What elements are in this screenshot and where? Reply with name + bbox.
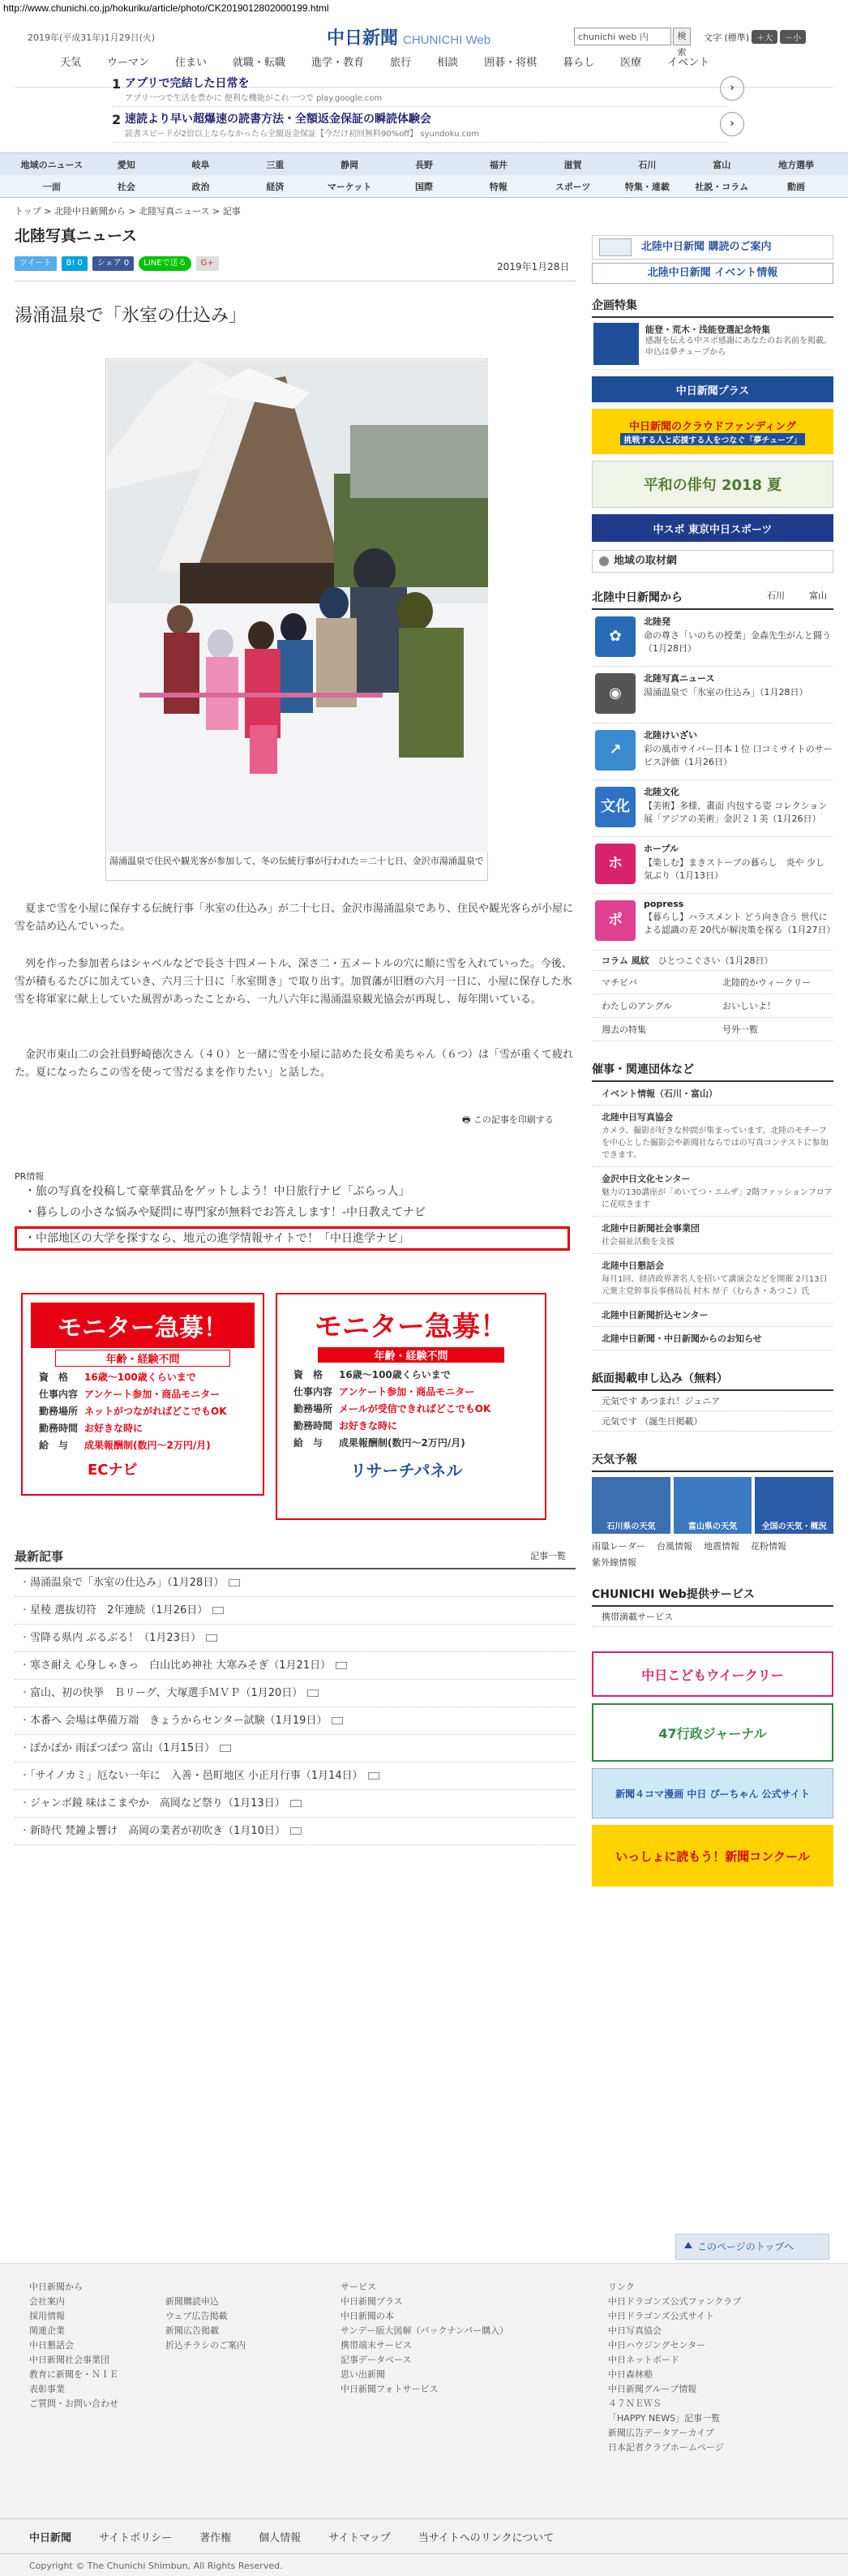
latest-article-item[interactable] xyxy=(15,1680,576,1707)
news-category[interactable]: 北陸写真ニュース xyxy=(644,673,715,684)
footer-link[interactable]: 中日ドラゴンズ公式ファンクラブ xyxy=(608,2296,742,2307)
latest-heading: 最新記事 記事一覧 xyxy=(15,1548,576,1569)
kikaku-item[interactable]: 能登・荒木・浅能登選記念特集 感謝を伝える中スポ感謝にあなたのお名前を掲載。申込は夢チューブから xyxy=(592,318,833,370)
saisai-desc: カメラ、撮影が好きな仲間が集まっています。北陸のモチーフを中心とした撮影会や新聞社ならではの写真コンテストに参加できます。 xyxy=(602,1127,829,1160)
side-link[interactable]: 北陸的かウィークリー xyxy=(722,977,812,988)
tab-toyama[interactable]: 富山 xyxy=(809,590,827,601)
nav-item[interactable]: 進学・教育 xyxy=(311,57,365,69)
footer-link[interactable]: ウェブ広告掲載 xyxy=(165,2311,228,2321)
side-news-item[interactable] xyxy=(592,723,833,780)
category-tab[interactable]: 一面 xyxy=(42,182,61,192)
region-tab[interactable]: 静岡 xyxy=(340,160,359,170)
article-link[interactable]: 寒さ耐え 心身しゃきっ 白山比め神社 大寒みそぎ（1月21日） xyxy=(30,1659,332,1672)
news-category-icon: ✿ xyxy=(595,616,636,657)
latest-article-item[interactable] xyxy=(15,1762,576,1790)
ad-block xyxy=(15,71,833,143)
saisai-item[interactable] xyxy=(592,1327,833,1350)
saisai-title[interactable]: 北陸中日新聞折込センター xyxy=(602,1310,709,1320)
ad-sub: 年齢・経験不問 xyxy=(318,1347,504,1363)
footer-link[interactable]: 日本記者クラブホームページ xyxy=(608,2442,724,2453)
page-top-button[interactable]: このページのトップへ xyxy=(675,2234,829,2260)
weather-label: 全国の天気・概況 xyxy=(761,1522,827,1531)
facebook-share-button[interactable]: シェア 0 xyxy=(92,256,134,271)
footer-link[interactable]: 新聞購読申込 xyxy=(165,2296,219,2307)
column-fuumon[interactable]: コラム 風紋 ひとつこぐさい（1月28日） xyxy=(592,951,833,971)
latest-article-item[interactable] xyxy=(15,1652,576,1680)
saisai-desc: 魅力の130講座が「めいてつ・エムザ」2階ファッションフロアに花咲きます xyxy=(602,1188,833,1209)
list-bullet-icon: ・ xyxy=(19,1632,31,1644)
side-link[interactable]: 週去の特集 xyxy=(602,1024,646,1035)
subscription-link[interactable]: 北陸中日新聞 購読のご案内 xyxy=(592,235,833,260)
footer-link[interactable]: 新聞広告掲載 xyxy=(165,2325,219,2336)
event-info-link[interactable]: 北陸中日新聞 イベント情報 xyxy=(592,263,833,284)
shimen-link[interactable]: 元気です （誕生日掲載） xyxy=(592,1411,833,1432)
footer-link[interactable]: 中日新聞プラス xyxy=(340,2296,403,2307)
list-bullet-icon: ・ xyxy=(19,1577,31,1589)
saisai-item[interactable] xyxy=(592,1106,833,1167)
article-link[interactable]: 星稜 選抜切符 2年連続（1月26日） xyxy=(30,1604,208,1616)
footer-bar-link[interactable]: 個人情報 xyxy=(259,2531,302,2544)
photo-icon xyxy=(290,1827,302,1835)
category-tab[interactable]: 政治 xyxy=(191,182,210,192)
saisai-title[interactable]: 金沢中日文化センター xyxy=(602,1174,691,1184)
ad-desc: 読書スピードが2倍以上ならなかったら全額返金保証【今だけ初回無料90%off】 syundoku.com xyxy=(125,130,480,139)
tweet-button[interactable]: ツイート xyxy=(15,256,57,271)
chevron-right-icon[interactable]: › xyxy=(720,112,744,136)
footer-link[interactable]: 「HAPPY NEWS」記事一覧 xyxy=(608,2413,721,2424)
pr-link[interactable]: ・旅の写真を投稿して豪華賞品をゲットしよう！中日旅行ナビ「ぶらっ人」 xyxy=(24,1185,410,1198)
article-paragraph: 夏まで雪を小屋に保存する伝統行事「氷室の仕込み」が二十七日、金沢市湯涌温泉であり、住民や観光客らが小屋に雪を詰め込んでいった。 xyxy=(15,903,574,933)
footer-bar-link[interactable]: サイトポリシー xyxy=(99,2531,173,2544)
latest-article-item[interactable] xyxy=(15,1625,576,1652)
latest-articles xyxy=(15,1548,576,1845)
side-link-row xyxy=(592,1018,833,1041)
latest-article-item[interactable] xyxy=(15,1569,576,1597)
ad-item[interactable] xyxy=(112,107,735,143)
news-category[interactable]: popress xyxy=(644,899,684,909)
article-link[interactable]: 新時代 梵鐘よ響け 高岡の業者が初吹き（1月10日） xyxy=(30,1825,285,1837)
article-headline: 湯涌温泉で「氷室の仕込み」 xyxy=(15,306,247,326)
list-bullet-icon: ・ xyxy=(19,1715,31,1727)
font-size-control xyxy=(704,30,806,44)
footer-link: リンク xyxy=(608,2282,635,2292)
tab-ishikawa[interactable]: 石川 xyxy=(767,590,785,601)
footer-link[interactable]: 中日ネットボード xyxy=(608,2355,679,2365)
footer-link[interactable]: 教育に新聞を・ＮＩＥ xyxy=(29,2369,118,2380)
article-paragraph: 列を作った参加者らはシャベルなどで長さ十四メートル、深さ二・五メートルの穴に順に雪を入れていった。今後、雪が積もるたびに加えていき、六月三十日に「氷室開き」で取り出す。加賀藩が旧暦の六月一日に、小屋に保存した氷雪を将軍家に献上していた風習があったことから、一九八六年に湯涌温泉観光協会が再現し、毎年開いている。 xyxy=(15,958,572,1006)
category-tab[interactable]: 経済 xyxy=(266,182,285,192)
article-paragraph: 金沢市東山二の会社員野崎徳次さん（４０）と一緒に雪を小屋に詰めた長女希美ちゃん（６つ）は「雪が重くて疲れた。夏になったらこの雪を使って雪だるまを作りたい」と話した。 xyxy=(15,1049,574,1079)
photo-icon xyxy=(307,1689,319,1697)
article-photo-frame xyxy=(105,358,488,881)
shimen-heading: 紙面掲載申し込み（無料） xyxy=(592,1367,833,1391)
footer-link[interactable]: 思い出新聞 xyxy=(340,2369,385,2380)
footer-bar-link[interactable]: 当サイトへのリンクについて xyxy=(418,2531,555,2544)
weather-tile[interactable] xyxy=(592,1477,670,1534)
nav-item[interactable]: 医療 xyxy=(620,57,642,69)
footer-bar-link[interactable]: サイトマップ xyxy=(328,2531,391,2544)
region-tab[interactable]: 地域のニュース xyxy=(20,160,84,170)
news-category[interactable]: 北陸けいざい xyxy=(644,730,697,741)
news-desc[interactable]: 彩の風市サイバー日本１位 口コミサイトのサービス評価（1月26日） xyxy=(644,744,833,767)
news-category[interactable]: ホープル xyxy=(644,844,679,854)
hatena-button[interactable]: B! 0 xyxy=(62,256,88,271)
photo-illustration xyxy=(107,360,488,852)
photo-icon xyxy=(212,1607,224,1614)
saisai-title[interactable]: 北陸中日写真協会 xyxy=(602,1112,673,1123)
article-link[interactable]: 雪降る県内 ぶるぶる！（1月23日） xyxy=(30,1632,201,1644)
url-bar: http://www.chunichi.co.jp/hokuriku/article/photo/CK2019012802000199.html xyxy=(3,2,329,14)
printer-icon: 🖶 xyxy=(462,1114,473,1125)
researchpanel-logo: リサーチパネル xyxy=(350,1461,463,1480)
nav-item[interactable]: 暮らし xyxy=(563,57,595,69)
nav-item[interactable]: 天気 xyxy=(60,57,82,69)
latest-article-item[interactable] xyxy=(15,1707,576,1735)
chunichi-plus-banner[interactable]: 中日新聞プラス xyxy=(592,376,833,402)
weather-label: 富山県の天気 xyxy=(688,1522,737,1531)
pichan-banner[interactable]: 新聞４コマ漫画 中日 ぴーちゃん 公式サイト xyxy=(592,1768,833,1818)
news-category-icon: ホ xyxy=(595,844,636,884)
ad-title: アプリで完結した日常を xyxy=(125,77,250,90)
pr-link[interactable]: ・中部地区の大学を探すなら、地元の進学情報サイトで！「中日進学ナビ」 xyxy=(24,1232,410,1245)
weather-link[interactable]: 雨量レーダー xyxy=(592,1541,645,1552)
share-bar xyxy=(15,256,219,271)
list-bullet-icon: ・ xyxy=(19,1797,31,1810)
breadcrumb: トップ > 北陸中日新聞から > 北陸写真ニュース > 記事 xyxy=(15,206,241,217)
monitor-ad-ecnavi[interactable] xyxy=(21,1293,264,1496)
footer-link[interactable]: 中日新聞グループ情報 xyxy=(608,2384,697,2394)
latest-article-item[interactable] xyxy=(15,1790,576,1818)
from-hokuriku-heading: 北陸中日新聞から 石川 富山 xyxy=(592,586,833,610)
saisai-title[interactable]: 北陸中日懇話会 xyxy=(602,1260,664,1271)
region-tab[interactable]: 愛知 xyxy=(117,160,135,170)
saisai-desc: 社会福祉活動を支援 xyxy=(602,1238,675,1247)
footer-link[interactable]: 採用情報 xyxy=(29,2311,65,2321)
category-tab[interactable]: 社会 xyxy=(117,182,135,192)
news-category[interactable]: 北陸発 xyxy=(644,616,670,627)
news-desc[interactable]: 【暮らし】ハラスメント どう向き合う 世代による認識の差 20代が解決策を探る（1月27日） xyxy=(644,912,836,935)
footer-link[interactable]: 中日ハウジングセンター xyxy=(608,2340,706,2351)
global-nav xyxy=(47,54,722,69)
tenki-heading: 天気予報 xyxy=(592,1448,833,1472)
ad-item[interactable] xyxy=(112,71,735,107)
side-link[interactable]: マチビバ xyxy=(602,977,637,988)
list-bullet-icon: ・ xyxy=(19,1770,31,1782)
shimen-link[interactable]: 元気です あつまれ！ジュニア xyxy=(592,1391,833,1411)
footer-link[interactable]: ご質問・お問い合わせ xyxy=(29,2398,118,2409)
footer xyxy=(0,2263,848,2576)
side-news-item[interactable] xyxy=(592,667,833,723)
list-bullet-icon: ・ xyxy=(19,1825,31,1837)
news-desc[interactable]: 【楽しむ】まきストーブの暮らし 炎や 少し 気ぶり（1月13日） xyxy=(644,857,824,881)
photo-caption: 湯涌温泉で住民や観光客が参加して、冬の伝統行事が行われた＝二十七日、金沢市湯涌温泉で xyxy=(109,856,484,866)
photo-icon xyxy=(336,1662,347,1669)
footer-link[interactable]: 表彰事業 xyxy=(29,2384,65,2394)
photo-icon xyxy=(229,1579,240,1586)
footer-link[interactable]: サンデー版大図解（バックナンバー購入） xyxy=(340,2325,509,2336)
article-link[interactable]: 富山、初の快挙 Ｂリーグ、大塚選手ＭＶＰ（1月20日） xyxy=(30,1687,303,1699)
category-tab[interactable]: 特報 xyxy=(489,182,508,192)
chuspo-banner[interactable]: 中スポ 東京中日スポーツ xyxy=(592,514,833,542)
photo-icon xyxy=(206,1634,217,1642)
ad-number: 1 xyxy=(112,76,122,92)
region-tab[interactable]: 三重 xyxy=(266,160,285,170)
news-category-icon: ↗ xyxy=(595,730,636,771)
saisai-heading: 催事・関連団体など xyxy=(592,1058,833,1082)
side-link-row xyxy=(592,994,833,1018)
newspaper-icon xyxy=(599,238,632,256)
category-tab[interactable]: スポーツ xyxy=(555,182,591,192)
article-link[interactable]: 「サイノカミ」厄ない一年に 入善・邑町地区 小正月行事（1月14日） xyxy=(30,1770,363,1782)
side-link[interactable]: おいしいよ！ xyxy=(722,1001,776,1011)
saisai-item[interactable] xyxy=(592,1303,833,1327)
article-link[interactable]: ぽかぽか 雨ぽつぽつ 富山（1月15日） xyxy=(30,1742,216,1754)
footer-link[interactable]: 中日新聞フォトサービス xyxy=(340,2384,439,2394)
saisai-item[interactable] xyxy=(592,1167,833,1217)
weather-tile[interactable] xyxy=(755,1477,833,1534)
font-small-button[interactable]: －小 xyxy=(780,30,806,44)
nav-item[interactable]: ウーマン xyxy=(107,57,150,69)
footer-link[interactable]: 折込チラシのご案内 xyxy=(165,2340,246,2351)
category-nav xyxy=(0,175,848,198)
nav-item[interactable]: 就職・転職 xyxy=(233,57,286,69)
region-tab[interactable]: 地方選挙 xyxy=(778,160,815,170)
weather-link[interactable]: 紫外線情報 xyxy=(592,1557,636,1568)
footer-link[interactable]: 関連企業 xyxy=(29,2325,65,2336)
footer-link[interactable]: 記事データベース xyxy=(340,2355,412,2365)
weather-label: 石川県の天気 xyxy=(606,1522,656,1531)
nav-item[interactable]: 相談 xyxy=(437,57,459,69)
photo-icon xyxy=(368,1772,379,1780)
latest-article-item[interactable] xyxy=(15,1735,576,1762)
side-link[interactable]: 号外一覧 xyxy=(722,1024,758,1035)
latest-article-item[interactable] xyxy=(15,1818,576,1845)
footer-link[interactable]: 中日懇話会 xyxy=(29,2340,74,2351)
article-list-link[interactable]: 記事一覧 xyxy=(530,1551,566,1561)
publish-date: 2019年1月28日 xyxy=(497,261,570,273)
side-news-item[interactable] xyxy=(592,894,836,951)
font-std-button[interactable]: (標準) xyxy=(724,32,750,43)
section-title: 北陸写真ニュース xyxy=(15,227,138,245)
weather-link[interactable]: 台風情報 xyxy=(657,1541,692,1552)
ad-desc: アプリ一つで生活を豊かに 便利な機能がこれ一つで play.google.com xyxy=(125,94,383,103)
ecnavi-logo: ECナビ xyxy=(88,1462,138,1479)
47gyosei-banner[interactable]: 47行政ジャーナル xyxy=(592,1703,833,1762)
ad-number: 2 xyxy=(112,112,122,127)
region-tab[interactable]: 岐阜 xyxy=(191,160,210,170)
ad-title: モニター急募！ xyxy=(31,1303,255,1348)
ad-table: 資 格 16歳～100歳くらいまで 仕事内容 アンケート参加・商品モニター 勤務場所 メールが受信できればどこでもOK 勤務時間 お好きな時に 給 与 成果報酬制(数円～2万円/月) xyxy=(293,1369,491,1449)
news-desc[interactable]: 【美術】多様、畫面 内包する姿 コレクション展「アジアの美術」金沢２１美（1月26日） xyxy=(644,801,828,824)
list-bullet-icon: ・ xyxy=(19,1687,31,1699)
logo-sub: CHUNICHI Web xyxy=(403,33,491,47)
region-tab[interactable]: 福井 xyxy=(489,160,508,170)
ad-title: 速読より早い超爆速の読書方法・全額返金保証の瞬読体験会 xyxy=(125,113,431,126)
category-tab[interactable]: 動画 xyxy=(787,182,806,192)
news-category-icon: ◉ xyxy=(595,673,636,714)
footer-link[interactable]: 中日新聞社会事業団 xyxy=(29,2355,109,2365)
news-category[interactable]: 北陸文化 xyxy=(644,787,679,797)
category-tab[interactable]: 社説・コラム xyxy=(695,182,749,192)
ad-sub: 年齢・経験不問 xyxy=(55,1350,230,1367)
footer-link: 中日新聞から xyxy=(29,2282,83,2292)
sidebar xyxy=(592,235,836,1887)
mobile-service-link[interactable]: 携帯満載サービス xyxy=(592,1607,833,1627)
kikaku-heading: 企画特集 xyxy=(592,294,833,318)
article-link[interactable]: ジャンボ鏡 味はこまやか 高岡など祭り（1月13日） xyxy=(30,1797,285,1810)
font-large-button[interactable]: ＋大 xyxy=(752,30,777,44)
photo-icon xyxy=(290,1800,302,1807)
saisai-title[interactable]: 北陸中日新聞社会事業団 xyxy=(602,1223,700,1234)
footer-link: サービス xyxy=(340,2282,376,2292)
side-news-item[interactable] xyxy=(592,780,833,837)
kodomo-weekly-banner[interactable]: 中日こどもウイークリー xyxy=(592,1651,833,1697)
nav-item[interactable]: 住まい xyxy=(175,57,208,69)
saisai-title[interactable]: 北陸中日新聞・中日新聞からのお知らせ xyxy=(602,1333,762,1344)
pr-label: PR情報 xyxy=(15,1171,45,1182)
site-logo[interactable] xyxy=(327,24,490,49)
article-photo[interactable] xyxy=(107,360,488,852)
crowdfunding-banner[interactable]: 中日新聞のクラウドファンディング 挑戦する人と応援する人をつなぐ「夢チューブ」 xyxy=(592,409,833,454)
search-input[interactable]: chunichi web 内 xyxy=(574,28,671,45)
nav-item[interactable]: イベント xyxy=(667,57,710,69)
category-tab[interactable]: 特集・連載 xyxy=(624,182,670,192)
nav-item[interactable]: 旅行 xyxy=(390,57,412,69)
monitor-ad-researchpanel[interactable] xyxy=(276,1293,546,1520)
header-date: 2019年(平成31年)1月29日(火) xyxy=(28,32,156,43)
globe-icon xyxy=(599,556,609,566)
side-link-row xyxy=(592,971,833,994)
footer-link[interactable]: 中日新聞の本 xyxy=(340,2311,394,2321)
copyright: Copyright © The Chunichi Shimbun, All Rights Reserved. xyxy=(29,2561,283,2571)
saisai-title[interactable]: イベント情報（石川・富山） xyxy=(602,1088,717,1099)
saisai-item[interactable] xyxy=(592,1082,833,1106)
side-news-item[interactable] xyxy=(592,610,833,667)
footer-link[interactable]: ４７ＮＥＷＳ xyxy=(608,2398,662,2409)
list-bullet-icon: ・ xyxy=(19,1742,31,1754)
region-tab[interactable]: 長野 xyxy=(414,160,433,170)
line-button[interactable]: LINEで送る xyxy=(139,256,191,271)
chiiki-link[interactable]: 地域の取材網 xyxy=(592,550,833,573)
logo-text: 中日新聞 xyxy=(327,28,399,49)
saisai-item[interactable] xyxy=(592,1217,833,1254)
footer-logo[interactable]: 中日新聞 xyxy=(29,2531,72,2544)
weather-link[interactable]: 花粉情報 xyxy=(751,1541,786,1552)
saisai-item[interactable] xyxy=(592,1254,833,1303)
pr-link[interactable]: ・暮らしの小さな悩みや疑問に専門家が無料でお答えします！-中日教えてナビ xyxy=(24,1206,426,1219)
footer-link[interactable]: 中日写真協会 xyxy=(608,2325,662,2336)
latest-article-item[interactable] xyxy=(15,1597,576,1625)
newspaper-contest-banner[interactable]: いっしょに読もう！新聞コンクール xyxy=(592,1825,833,1887)
article-link[interactable]: 湯涌温泉で「氷室の仕込み」（1月28日） xyxy=(30,1577,225,1589)
font-label: 文字 xyxy=(704,32,722,43)
photo-icon xyxy=(332,1717,343,1724)
nav-item[interactable]: 囲碁・将棋 xyxy=(484,57,537,69)
footer-link[interactable]: 会社案内 xyxy=(29,2296,65,2307)
ad-table: 資 格 16歳～100歳くらいまで 仕事内容 アンケート参加・商品モニター 勤務場所 ネットがつながればどこでもOK 勤務時間 お好きな時に 給 与 成果報酬制(数円～2万円/月) xyxy=(39,1372,227,1451)
weather-link[interactable]: 地震情報 xyxy=(704,1541,739,1552)
region-nav xyxy=(0,152,848,175)
region-tab[interactable]: 滋賀 xyxy=(563,160,582,170)
news-category-icon: 文化 xyxy=(595,787,636,827)
footer-link[interactable]: 携帯端末サービス xyxy=(340,2340,412,2351)
category-tab[interactable]: 国際 xyxy=(414,182,433,192)
news-desc[interactable]: 湯涌温泉で「氷室の仕込み」（1月28日） xyxy=(644,687,808,698)
list-bullet-icon: ・ xyxy=(19,1659,31,1672)
footer-link[interactable]: 新聞広告データアーカイブ xyxy=(608,2428,714,2438)
news-desc[interactable]: 命の尊さ「いのちの授業」金森先生がんと闘う（1月28日） xyxy=(644,630,831,654)
arrow-up-icon xyxy=(684,2242,692,2248)
search-button[interactable]: 検索 xyxy=(673,28,691,45)
chevron-right-icon[interactable]: › xyxy=(720,76,744,101)
photo-icon xyxy=(220,1745,231,1752)
news-category-icon: ポ xyxy=(595,900,636,941)
service-heading: CHUNICHI Web提供サービス xyxy=(592,1582,833,1607)
article-link[interactable]: 本番へ 会場は準備万端 きょうからセンター試験（1月19日） xyxy=(30,1715,328,1727)
footer-bar-link[interactable]: 著作権 xyxy=(199,2531,232,2544)
print-link[interactable]: 🖶 この記事を印刷する xyxy=(462,1114,554,1125)
saisai-desc: 毎月1回、経済政界著名人を招いて講演会などを開催 2月13日 元衆主党幹事長事務局長 村木 厚子（むらき・あつこ）氏 xyxy=(602,1275,828,1296)
region-tab[interactable]: 石川 xyxy=(638,160,657,170)
footer-link[interactable]: 中日森林塾 xyxy=(608,2369,653,2380)
ad-title: モニター急募！ xyxy=(315,1311,508,1343)
footer-link[interactable]: 中日ドラゴンズ公式サイト xyxy=(608,2311,714,2321)
side-link[interactable]: わたしのアングル xyxy=(602,1001,673,1011)
region-tab[interactable]: 富山 xyxy=(713,160,731,170)
side-news-item[interactable] xyxy=(592,837,833,894)
category-tab[interactable]: マーケット xyxy=(327,182,372,192)
list-bullet-icon: ・ xyxy=(19,1604,31,1616)
kikaku-thumb xyxy=(593,323,639,365)
gplus-button[interactable]: G+ xyxy=(196,256,219,271)
weather-tile[interactable] xyxy=(674,1477,752,1534)
heiwa-haiku-banner[interactable]: 平和の俳句 2018 夏 xyxy=(592,461,833,508)
